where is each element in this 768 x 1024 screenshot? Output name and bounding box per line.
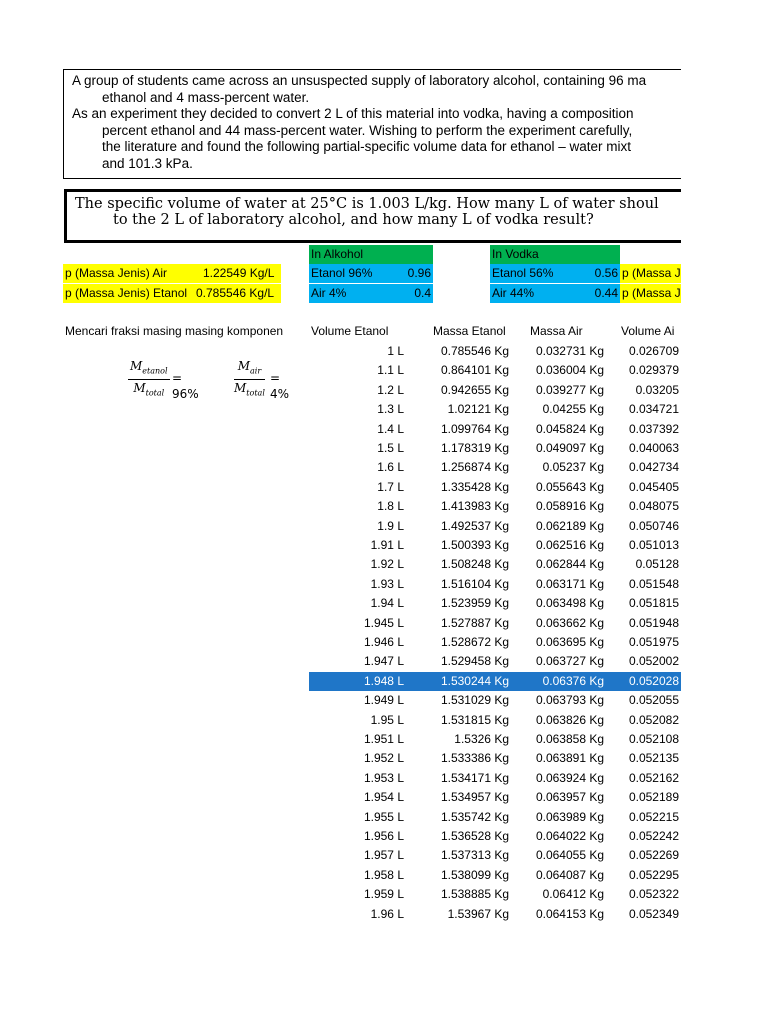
table-row[interactable] [0,517,681,536]
table-row[interactable] [0,808,681,827]
table-cell[interactable]: 1.531029 Kg [440,693,509,708]
table-row[interactable] [0,555,681,574]
alkohol-header[interactable]: In Alkohol [309,245,433,264]
table-cell[interactable]: 0.048075 [628,499,679,514]
table-cell[interactable]: 0.040063 [628,441,679,455]
table-cell[interactable]: 0.052295 [628,867,679,882]
table-row[interactable] [0,400,681,419]
table-cell[interactable]: 0.063662 Kg [535,615,604,630]
vodka-etanol-row[interactable] [490,264,620,283]
table-cell[interactable]: 1.527887 Kg [440,615,509,630]
table-cell[interactable]: 0.062844 Kg [535,557,604,572]
table-row[interactable] [0,458,681,477]
table-cell[interactable]: 0.052108 [628,732,679,746]
table-cell[interactable]: 0.063989 Kg [535,809,604,824]
table-cell[interactable]: 1.959 L [363,887,404,902]
table-cell[interactable]: 1.534957 Kg [440,790,509,805]
alkohol-etanol-row[interactable] [309,264,433,283]
table-cell[interactable]: 1.500393 Kg [440,538,509,552]
table-cell[interactable]: 1 L [387,344,404,358]
table-cell[interactable]: 0.04255 Kg [542,402,604,417]
table-cell[interactable]: 0.051013 [628,538,679,552]
problem-text-box [63,69,681,179]
table-row[interactable] [0,885,681,904]
table-cell[interactable]: 0.063924 Kg [535,770,604,785]
table-row[interactable] [0,691,681,710]
table-cell[interactable]: 0.063498 Kg [535,596,604,611]
table-cell[interactable]: 0.050746 [628,518,679,533]
table-cell[interactable]: 1.8 L [377,499,404,514]
vodka-header[interactable]: In Vodka [490,245,620,264]
table-cell[interactable]: 1.946 L [363,635,404,649]
density-air-label: p (Massa Jenis) Air [65,266,168,280]
table-cell[interactable]: 1.955 L [363,809,404,824]
table-cell[interactable]: 1.530244 Kg [440,673,509,688]
table-row[interactable] [0,381,681,400]
table-cell[interactable]: 0.029379 [628,363,679,378]
table-row[interactable] [0,711,681,730]
table-cell[interactable]: 0.052082 [628,712,679,727]
table-cell[interactable]: 1.7 L [377,479,404,494]
table-cell[interactable]: 1.1 L [377,363,404,378]
table-cell[interactable]: 1.951 L [363,732,404,746]
table-cell[interactable]: 1.523959 Kg [440,596,509,611]
table-cell[interactable]: 0.052135 [628,751,679,766]
density-etanol-row[interactable] [63,284,281,303]
table-cell[interactable]: 1.413983 Kg [440,499,509,514]
table-cell[interactable]: 1.538099 Kg [440,867,509,882]
table-cell[interactable]: 1.4 L [377,421,404,436]
table-cell[interactable]: 1.945 L [363,615,404,630]
col-header-volume-air[interactable]: Volume Ai [621,324,675,338]
table-cell[interactable]: 1.3 L [377,402,404,417]
table-cell[interactable]: 0.785546 Kg [440,344,509,358]
table-cell[interactable]: 0.063891 Kg [535,751,604,766]
table-cell[interactable]: 0.051815 [628,596,679,611]
table-cell[interactable]: 0.055643 Kg [535,479,604,494]
alkohol-air-row[interactable] [309,284,433,303]
col-header-volume-etanol[interactable]: Volume Etanol [311,324,389,338]
table-row[interactable] [0,730,681,749]
table-cell[interactable]: 1.92 L [370,557,404,572]
table-cell[interactable]: 1.537313 Kg [440,848,509,863]
table-row[interactable] [0,594,681,613]
table-cell[interactable]: 0.052242 [628,829,679,843]
table-row[interactable] [0,478,681,497]
table-cell[interactable]: 0.049097 Kg [535,441,604,455]
table-row[interactable] [0,788,681,807]
table-cell[interactable]: 0.064153 Kg [535,906,604,921]
table-row[interactable] [0,672,681,691]
vodka-air-row[interactable] [490,284,620,303]
table-row[interactable] [0,439,681,458]
table-cell[interactable]: 1.536528 Kg [440,829,509,843]
density-air-value: 1.22549 Kg/L [203,266,275,280]
density-air-row[interactable] [63,264,281,283]
vodka-air-value: 0.44 [594,286,618,300]
table-cell[interactable]: 0.045824 Kg [535,421,604,436]
table-cell[interactable]: 1.335428 Kg [440,479,509,494]
table-cell[interactable]: 0.034721 [628,402,679,417]
table-row[interactable] [0,575,681,594]
formula-sub: etanol [142,366,168,376]
col-header-massa-etanol[interactable]: Massa Etanol [433,324,506,338]
table-cell[interactable]: 1.93 L [370,576,404,591]
table-cell[interactable]: 0.042734 [628,460,679,475]
table-cell[interactable]: 0.052162 [628,770,679,785]
table-cell[interactable]: 0.052189 [628,790,679,805]
vodka-density-label-2[interactable]: p (Massa J [620,284,681,303]
question-line: The specific volume of water at 25°C is 1.003 L/kg. How many L of water shoul [75,196,659,212]
formula-fraction-air: $M_{air}$ $M_{total}$ [234,359,265,398]
table-cell[interactable]: 1.953 L [363,770,404,785]
table-cell[interactable]: 0.05128 [635,557,679,572]
table-row[interactable] [0,633,681,652]
table-cell[interactable]: 0.052269 [628,848,679,863]
table-cell[interactable]: 0.039277 Kg [535,382,604,397]
table-row[interactable] [0,846,681,865]
table-cell[interactable]: 0.051948 [628,615,679,630]
table-cell[interactable]: 1.957 L [363,848,404,863]
table-cell[interactable]: 1.02121 Kg [447,402,509,417]
vodka-etanol-value: 0.56 [594,266,618,280]
table-cell[interactable]: 1.94 L [370,596,404,611]
table-cell[interactable]: 1.6 L [377,460,404,475]
density-etanol-label: p (Massa Jenis) Etanol [65,286,188,300]
table-row[interactable] [0,420,681,439]
table-row[interactable] [0,361,681,380]
table-cell[interactable]: 0.062189 Kg [535,518,604,533]
table-cell[interactable]: 0.051975 [628,635,679,649]
table-cell[interactable]: 1.492537 Kg [440,518,509,533]
table-cell[interactable]: 1.534171 Kg [440,770,509,785]
table-cell[interactable]: 0.063957 Kg [535,790,604,805]
table-cell[interactable]: 1.529458 Kg [440,654,509,669]
table-cell[interactable]: 0.03205 [635,382,679,397]
table-cell[interactable]: 0.051548 [628,576,679,591]
formula-value: = 96% [172,371,199,401]
vodka-air-label: Air 44% [492,286,535,300]
table-cell[interactable]: 0.052055 [628,693,679,708]
table-cell[interactable]: 1.947 L [363,654,404,669]
table-cell[interactable]: 0.045405 [628,479,679,494]
alkohol-air-label: Air 4% [311,286,347,300]
table-cell[interactable]: 1.256874 Kg [440,460,509,475]
problem-line: A group of students came across an unsuspected supply of laboratory alcohol, containing 96 ma [72,73,647,88]
table-cell[interactable]: 0.064087 Kg [535,867,604,882]
table-cell[interactable]: 0.036004 Kg [535,363,604,378]
col-header-massa-air[interactable]: Massa Air [530,324,583,338]
table-cell[interactable]: 0.052002 [628,654,679,669]
table-cell[interactable]: 1.954 L [363,790,404,805]
table-cell[interactable]: 1.528672 Kg [440,635,509,649]
table-row[interactable] [0,614,681,633]
table-cell[interactable]: 0.063727 Kg [535,654,604,669]
table-cell[interactable]: 0.052215 [628,809,679,824]
table-cell[interactable]: 1.099764 Kg [440,421,509,436]
table-row[interactable] [0,827,681,846]
table-cell[interactable]: 1.508248 Kg [440,557,509,572]
table-cell[interactable]: 0.063826 Kg [535,712,604,727]
table-cell[interactable]: 0.052349 [628,906,679,921]
alkohol-etanol-label: Etanol 96% [311,266,373,280]
table-row[interactable] [0,652,681,671]
table-cell[interactable]: 0.026709 [628,344,679,358]
table-cell[interactable]: 0.05237 Kg [542,460,604,475]
table-cell[interactable]: 0.942655 Kg [440,382,509,397]
formula-sub: air [250,366,262,376]
problem-line: percent ethanol and 44 mass-percent water. Wishing to perform the experiment carefully, [102,122,633,138]
alkohol-air-value: 0.4 [414,286,431,300]
table-row[interactable] [0,749,681,768]
table-cell[interactable]: 0.064022 Kg [535,829,604,843]
table-cell[interactable]: 1.96 L [370,906,404,921]
formula-value: = 4% [270,371,290,401]
table-cell[interactable]: 0.063695 Kg [535,635,604,649]
formula-fraction-etanol: $M_{etanol}$ $M_{total}$ [130,359,168,398]
table-row[interactable] [0,769,681,788]
table-cell[interactable]: 0.058916 Kg [535,499,604,514]
alkohol-etanol-value: 0.96 [407,266,431,280]
table-cell[interactable]: 1.53967 Kg [447,906,509,921]
table-cell[interactable]: 1.533386 Kg [440,751,509,766]
table-cell[interactable]: 1.948 L [363,673,404,688]
table-cell[interactable]: 0.032731 Kg [535,344,604,358]
table-cell[interactable]: 1.9 L [377,518,404,533]
vodka-density-label-1[interactable]: p (Massa J [620,264,681,283]
problem-line: As an experiment they decided to convert 2 L of this material into vodka, having a composition [72,106,634,121]
table-cell[interactable]: 0.864101 Kg [440,363,509,378]
table-cell[interactable]: 1.5326 Kg [454,732,509,746]
table-cell[interactable]: 0.063858 Kg [535,732,604,746]
table-row[interactable] [0,342,681,361]
table-cell[interactable]: 0.063793 Kg [535,693,604,708]
table-cell[interactable]: 1.958 L [363,867,404,882]
table-cell[interactable]: 1.952 L [363,751,404,766]
table-row[interactable] [0,497,681,516]
table-cell[interactable]: 0.064055 Kg [535,848,604,863]
table-row[interactable] [0,866,681,885]
density-etanol-value: 0.785546 Kg/L [196,286,275,300]
problem-line: ethanol and 4 mass-percent water. [102,89,310,105]
problem-line: and 101.3 kPa. [102,155,193,171]
table-cell[interactable]: 1.949 L [363,693,404,708]
table-cell[interactable]: 1.538885 Kg [440,887,509,902]
table-cell[interactable]: 1.956 L [363,829,404,843]
question-line: to the 2 L of laboratory alcohol, and how many L of vodka result? [113,212,594,228]
table-cell[interactable]: 1.2 L [377,382,404,397]
table-cell[interactable]: 0.06376 Kg [542,673,604,688]
formula-sub: total [246,388,265,398]
fraction-note: Mencari fraksi masing masing komponen [65,324,284,338]
table-cell[interactable]: 1.5 L [377,441,404,455]
table-cell[interactable]: 1.516104 Kg [440,576,509,591]
table-cell[interactable]: 1.178319 Kg [440,441,509,455]
problem-line: the literature and found the following partial-specific volume data for ethanol – water mixt [102,139,632,154]
table-cell[interactable]: 0.06412 Kg [542,887,604,902]
table-cell[interactable]: 0.063171 Kg [535,576,604,591]
vodka-etanol-label: Etanol 56% [492,266,554,280]
table-row[interactable] [0,536,681,555]
question-text-box [64,189,681,243]
table-cell[interactable]: 0.052028 [628,673,679,688]
table-cell[interactable]: 0.062516 Kg [535,538,604,552]
table-cell[interactable]: 0.052322 [628,887,679,902]
formula-sub: total [145,388,165,398]
table-cell[interactable]: 1.91 L [370,538,404,552]
table-row[interactable] [0,905,681,924]
table-cell[interactable]: 1.531815 Kg [440,712,509,727]
table-cell[interactable]: 0.037392 [628,421,679,436]
table-cell[interactable]: 1.535742 Kg [440,809,509,824]
table-cell[interactable]: 1.95 L [370,712,404,727]
